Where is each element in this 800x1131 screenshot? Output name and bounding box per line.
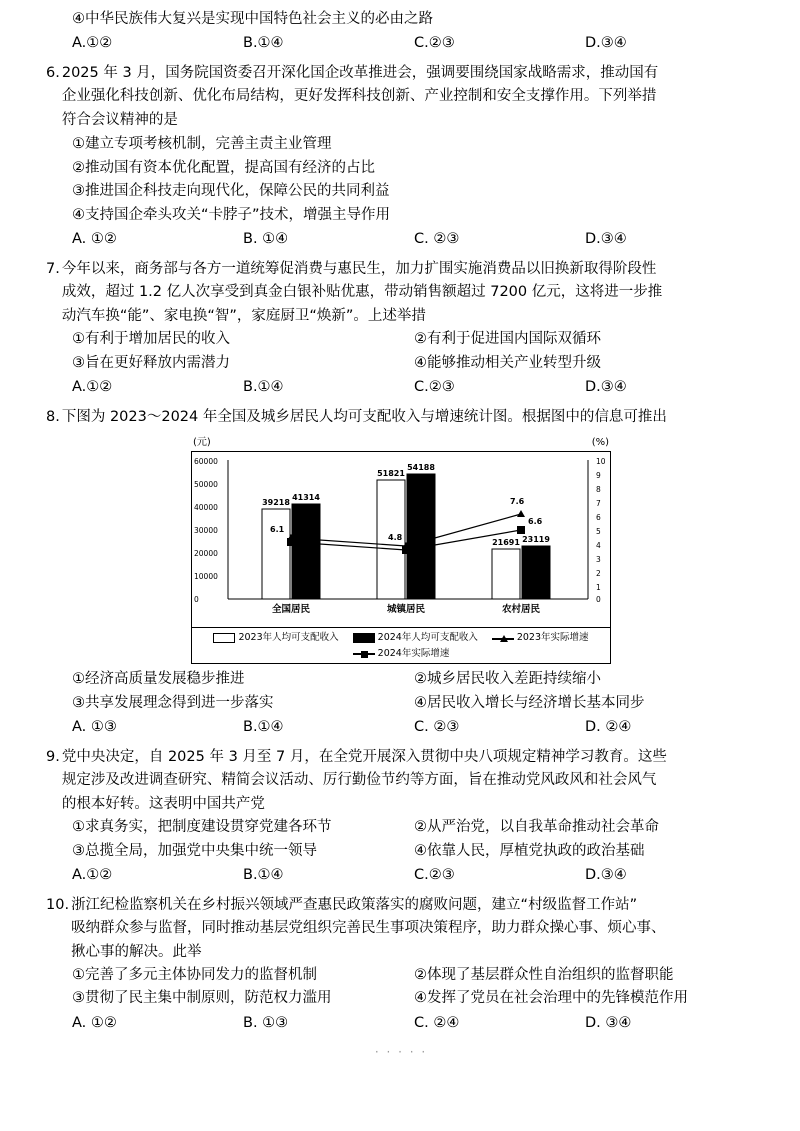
- choice-b[interactable]: B.①④: [243, 35, 284, 52]
- legend-item: [492, 630, 589, 645]
- y2-axis-unit: (%): [591, 437, 609, 449]
- choice-b[interactable]: B. ①④: [243, 231, 289, 248]
- item: ③共享发展理念得到进一步落实: [72, 694, 274, 711]
- choice-a[interactable]: A.①②: [72, 379, 113, 396]
- category-label: 农村居民: [501, 604, 541, 616]
- stem-line: 企业强化科技创新、优化布局结构，更好发挥科技创新、产业控制和安全支撑作用。下列举措: [61, 88, 657, 105]
- stem-line: 符合会议精神的是: [61, 111, 178, 128]
- line-label-2023: 7.6: [510, 497, 525, 507]
- chart-svg: [192, 452, 612, 627]
- question-9-choices: [46, 864, 756, 887]
- choice-b[interactable]: B. ①③: [243, 1014, 289, 1031]
- item: ①有利于增加居民的收入: [72, 331, 230, 348]
- legend-marker-triangle: [492, 634, 514, 642]
- choice-c[interactable]: C.②③: [414, 379, 455, 396]
- stem-line: 的根本好转。这表明中国共产党: [61, 795, 265, 812]
- question-7-items-row2: [46, 352, 756, 375]
- legend-item: [353, 646, 450, 661]
- ytick: 60000: [194, 457, 218, 467]
- choice-b[interactable]: B.①④: [243, 379, 284, 396]
- y2tick: 1: [596, 583, 601, 593]
- question-9-items-row1: [46, 816, 756, 839]
- bar-label: 51821: [377, 469, 405, 479]
- y2tick: 8: [596, 485, 601, 495]
- question-8-items-row2: [46, 692, 756, 715]
- choice-a[interactable]: A. ①③: [72, 719, 117, 736]
- item: ②从严治党，以自我革命推动社会革命: [414, 819, 659, 836]
- ytick: 10000: [194, 572, 218, 582]
- item: ②推动国有资本优化配置，提高国有经济的占比: [72, 159, 375, 176]
- legend-label: 2024年实际增速: [377, 647, 450, 659]
- question-9-items-row2: [46, 840, 756, 863]
- y2tick: 10: [596, 457, 606, 467]
- stem-line: 党中央决定，自 2025 年 3 月至 7 月，在全党开展深入贯彻中央八项规定精神学习教育。这些: [61, 748, 667, 765]
- question-10-items-row2: [46, 987, 756, 1010]
- choice-d[interactable]: D. ②④: [585, 719, 632, 736]
- item: ①完善了多元主体协同发力的监督机制: [72, 966, 317, 983]
- choice-d[interactable]: D.③④: [585, 867, 627, 884]
- choice-d[interactable]: D. ③④: [585, 1014, 632, 1031]
- item: ①求真务实，把制度建设贯穿党建各环节: [72, 819, 332, 836]
- chart-plot-area: [191, 451, 611, 628]
- item: ②有利于促进国内国际双循环: [414, 331, 601, 348]
- category-label: 全国居民: [271, 604, 311, 616]
- category-label: 城镇居民: [386, 604, 426, 616]
- question-10-choices: [46, 1012, 756, 1035]
- legend-item: [353, 630, 478, 645]
- item: ②体现了基层群众性自治组织的监督职能: [414, 966, 674, 983]
- choice-c[interactable]: C. ②③: [414, 231, 460, 248]
- choice-b[interactable]: B.①④: [243, 719, 284, 736]
- bar-label: 39218: [262, 498, 290, 508]
- bar-label: 23119: [522, 535, 550, 545]
- item: ④居民收入增长与经济增长基本同步: [414, 694, 645, 711]
- question-6-number: 6.: [46, 64, 60, 81]
- question-7: [46, 258, 756, 400]
- question-10: [46, 894, 756, 1036]
- question-7-stem: [62, 258, 756, 328]
- question-8-stem: [62, 406, 756, 429]
- item: ③总揽全局，加强党中央集中统一领导: [72, 842, 317, 859]
- y2tick: 4: [596, 541, 601, 551]
- stem-line: 成效，超过 1.2 亿人次享受到真金白银补贴优惠，带动销售额超过 7200 亿元，这将进一步推: [61, 284, 663, 301]
- line-label-2024: 6.6: [528, 517, 543, 527]
- y2tick: 3: [596, 555, 601, 565]
- line-label-2023: 6.1: [270, 525, 285, 535]
- chart-axis-units: [191, 435, 611, 451]
- ytick: 20000: [194, 549, 218, 559]
- item: ①建立专项考核机制，完善主责主业管理: [72, 136, 332, 153]
- question-6-stem: [62, 62, 756, 132]
- question-8-choices: [46, 716, 756, 739]
- choice-d[interactable]: D.③④: [585, 231, 627, 248]
- bar-label: 54188: [407, 463, 435, 473]
- item: ④发挥了党员在社会治理中的先锋模范作用: [414, 990, 688, 1007]
- legend-marker-square: [353, 649, 375, 657]
- top-fragment-choices: [46, 32, 756, 55]
- stem-line: 2025 年 3 月，国务院国资委召开深化国企改革推进会，强调要围绕国家战略需求，推动国有: [61, 64, 659, 81]
- question-9-stem: [62, 746, 756, 816]
- stem-line: 规定涉及改进调查研究、精简会议活动、厉行勤俭节约等方面，旨在推动党风政风和社会风气: [61, 772, 657, 789]
- legend-label: 2024年人均可支配收入: [377, 632, 478, 644]
- item: ④能够推动相关产业转型升级: [414, 354, 601, 371]
- legend-item: [213, 630, 338, 645]
- item: ④支持国企牵头攻关“卡脖子”技术，增强主导作用: [72, 206, 391, 223]
- stem-line: 浙江纪检监察机关在乡村振兴领域严查惠民政策落实的腐败问题，建立“村级监督工作站”: [71, 896, 638, 913]
- legend-swatch-black: [353, 633, 375, 643]
- item: ②城乡居民收入差距持续缩小: [414, 671, 601, 688]
- choice-d[interactable]: D.③④: [585, 379, 627, 396]
- question-6-choices: [46, 228, 756, 251]
- y2tick: 7: [596, 499, 601, 509]
- stem-line: 下图为 2023～2024 年全国及城乡居民人均可支配收入与增速统计图。根据图中的信息可推出: [61, 408, 667, 425]
- income-growth-chart: [46, 435, 756, 664]
- question-6-items: [46, 133, 756, 227]
- top-fragment: [46, 8, 756, 56]
- y2tick: 6: [596, 513, 601, 523]
- y2tick: 9: [596, 471, 601, 481]
- stem-line: 吸纳群众参与监督，同时推动基层党组织完善民生事项决策程序，助力群众操心事、烦心事、: [71, 920, 666, 937]
- choice-a[interactable]: A.①②: [72, 867, 113, 884]
- question-7-choices: [46, 376, 756, 399]
- page-footer-rule: · · · · ·: [374, 1045, 428, 1060]
- ytick: 40000: [194, 503, 218, 513]
- line-label-2023: 4.8: [388, 533, 403, 543]
- y2tick: 0: [596, 595, 601, 605]
- legend-label: 2023年实际增速: [516, 632, 589, 644]
- stem-line: 今年以来，商务部与各方一道统筹促消费与惠民生，加力扩围实施消费品以旧换新取得阶段性: [61, 260, 657, 277]
- chart-legend: [191, 628, 611, 664]
- item: ①经济高质量发展稳步推进: [72, 671, 245, 688]
- top-fragment-line: ④中华民族伟大复兴是实现中国特色社会主义的必由之路: [72, 11, 433, 27]
- question-6: [46, 62, 756, 252]
- ytick: 50000: [194, 480, 218, 490]
- item: ③贯彻了民主集中制原则，防范权力滥用: [72, 990, 332, 1007]
- item: ③推进国企科技走向现代化，保障公民的共同利益: [72, 183, 390, 200]
- question-9: [46, 746, 756, 888]
- stem-line: 揪心事的解决。此举: [71, 943, 202, 960]
- choice-c[interactable]: C.②③: [414, 867, 455, 884]
- choice-c[interactable]: C.②③: [414, 35, 455, 52]
- choice-a[interactable]: A.①②: [72, 35, 113, 52]
- question-8: [46, 406, 756, 740]
- legend-swatch-white: [213, 633, 235, 643]
- choice-b[interactable]: B.①④: [243, 867, 284, 884]
- bar-label: 41314: [292, 493, 320, 503]
- question-10-stem: [71, 894, 756, 964]
- question-8-items-row1: [46, 668, 756, 691]
- question-8-number: 8.: [46, 408, 60, 425]
- choice-d[interactable]: D.③④: [585, 35, 627, 52]
- y2tick: 2: [596, 569, 601, 579]
- item: ③旨在更好释放内需潜力: [72, 354, 230, 371]
- question-7-items-row1: [46, 328, 756, 351]
- stem-line: 动汽车换“能”、家电换“智”，家庭厨卫“焕新”。上述举措: [61, 307, 426, 324]
- question-10-items-row1: [46, 964, 756, 987]
- choice-c[interactable]: C. ②④: [414, 1014, 460, 1031]
- bar-label: 21691: [492, 538, 520, 548]
- y2tick: 5: [596, 527, 601, 537]
- question-7-number: 7.: [46, 260, 60, 277]
- y-axis-unit: (元): [193, 437, 211, 449]
- question-9-number: 9.: [46, 748, 60, 765]
- choice-c[interactable]: C. ②③: [414, 719, 460, 736]
- ytick: 0: [194, 595, 199, 605]
- ytick: 30000: [194, 526, 218, 536]
- legend-label: 2023年人均可支配收入: [238, 632, 339, 644]
- item: ④依靠人民，厚植党执政的政治基础: [414, 842, 645, 859]
- choice-a[interactable]: A. ①②: [72, 1014, 117, 1031]
- choice-a[interactable]: A. ①②: [72, 231, 117, 248]
- question-10-number: 10.: [46, 896, 70, 913]
